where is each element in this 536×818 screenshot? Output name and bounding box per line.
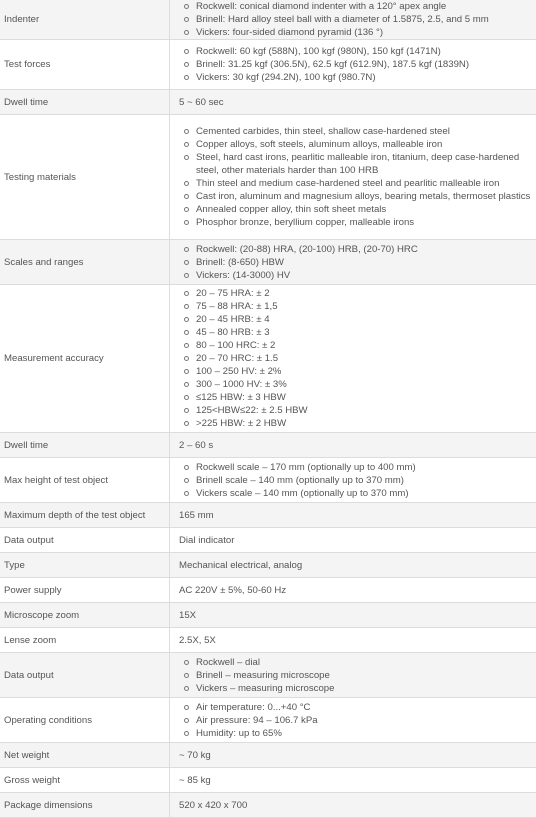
spec-value-cell	[170, 628, 536, 653]
spec-bullet-item: Vickers: four-sided diamond pyramid (136 °)	[196, 26, 532, 39]
spec-label: Test forces	[0, 40, 170, 90]
spec-bullet-list	[179, 0, 532, 39]
spec-row	[0, 40, 536, 90]
spec-row	[0, 240, 536, 285]
spec-value-cell	[170, 603, 536, 628]
spec-value-cell	[170, 528, 536, 553]
spec-bullet-item: 80 – 100 HRC: ± 2	[196, 339, 532, 352]
spec-row	[0, 528, 536, 553]
spec-bullet-item: Cast iron, aluminum and magnesium alloys, bearing metals, thermoset plastics	[196, 191, 531, 202]
spec-bullet-item: Vickers scale – 140 mm (optionally up to 370 mm)	[196, 487, 532, 500]
spec-bullet-item: Thin steel and medium case-hardened steel and pearlitic malleable iron	[196, 177, 532, 190]
spec-value-cell	[170, 433, 536, 458]
spec-bullet-item: Steel, hard cast irons, pearlitic malleable iron, titanium, deep case-hardened steel, other materials harder than 100 HRB	[196, 151, 532, 177]
spec-bullet-item: ≤125 HBW: ± 3 HBW	[196, 391, 532, 404]
spec-bullet-item: Vickers: 30 kgf (294.2N), 100 kgf (980.7N)	[196, 71, 532, 84]
spec-row	[0, 433, 536, 458]
spec-value: ~ 70 kg	[179, 749, 211, 761]
spec-value: ~ 85 kg	[179, 774, 211, 786]
spec-bullet-item: Rockwell: 60 kgf (588N), 100 kgf (980N), 150 kgf (1471N)	[196, 45, 532, 58]
spec-value-cell	[170, 285, 536, 433]
spec-label: Measurement accuracy	[0, 285, 170, 433]
spec-value: 2 – 60 s	[179, 439, 214, 451]
spec-value-cell	[170, 0, 536, 40]
spec-row	[0, 503, 536, 528]
spec-label: Net weight	[0, 743, 170, 768]
spec-bullet-item: Humidity: up to 65%	[196, 727, 532, 740]
spec-bullet-item: Rockwell scale – 170 mm (optionally up to 400 mm)	[196, 461, 532, 474]
spec-bullet-item: 20 – 45 HRB: ± 4	[196, 313, 532, 326]
spec-value-cell	[170, 743, 536, 768]
spec-bullet-item: Brinell: Hard alloy steel ball with a diameter of 1.5875, 2.5, and 5 mm	[196, 13, 532, 26]
spec-bullet-list	[179, 125, 532, 229]
spec-row	[0, 793, 536, 818]
spec-row	[0, 90, 536, 115]
spec-label: Gross weight	[0, 768, 170, 793]
spec-label: Maximum depth of the test object	[0, 503, 170, 528]
spec-bullet-item: Cemented carbides, thin steel, shallow case-hardened steel	[196, 125, 532, 138]
spec-value-cell	[170, 578, 536, 603]
spec-bullet-item: Air temperature: 0...+40 °C	[196, 701, 532, 714]
spec-value-cell	[170, 40, 536, 90]
spec-row	[0, 578, 536, 603]
spec-value: AC 220V ± 5%, 50-60 Hz	[179, 584, 287, 596]
spec-row	[0, 115, 536, 240]
spec-value: 5 ~ 60 sec	[179, 96, 224, 108]
spec-label: Data output	[0, 653, 170, 698]
spec-bullet-item: Rockwell – dial	[196, 656, 532, 669]
spec-bullet-item: Brinell – measuring microscope	[196, 669, 532, 682]
spec-bullet-item: 100 – 250 HV: ± 2%	[196, 365, 532, 378]
spec-bullet-item: Rockwell: conical diamond indenter with a 120° apex angle	[196, 0, 532, 13]
spec-bullet-item: Brinell: 31.25 kgf (306.5N), 62.5 kgf (612.9N), 187.5 kgf (1839N)	[196, 58, 532, 71]
spec-value-cell	[170, 793, 536, 818]
spec-row	[0, 698, 536, 743]
spec-row	[0, 628, 536, 653]
spec-label: Indenter	[0, 0, 170, 40]
spec-label: Testing materials	[0, 115, 170, 240]
spec-label: Dwell time	[0, 90, 170, 115]
spec-bullet-item: 45 – 80 HRB: ± 3	[196, 326, 532, 339]
spec-row	[0, 285, 536, 433]
spec-value-cell	[170, 553, 536, 578]
spec-bullet-item: >225 HBW: ± 2 HBW	[196, 417, 532, 430]
spec-label: Operating conditions	[0, 698, 170, 743]
spec-value-cell	[170, 90, 536, 115]
spec-bullet-item: Annealed copper alloy, thin soft sheet metals	[196, 203, 532, 216]
spec-bullet-list	[179, 45, 532, 84]
spec-value: Mechanical electrical, analog	[179, 559, 303, 571]
spec-row	[0, 653, 536, 698]
spec-value: Dial indicator	[179, 534, 235, 546]
spec-bullet-item: Air pressure: 94 – 106.7 kPa	[196, 714, 532, 727]
spec-value-cell	[170, 240, 536, 285]
spec-bullet-item: Vickers – measuring microscope	[196, 682, 532, 695]
spec-bullet-item: 20 – 70 HRC: ± 1.5	[196, 352, 532, 365]
spec-row	[0, 603, 536, 628]
spec-row	[0, 553, 536, 578]
spec-bullet-item: Copper alloys, soft steels, aluminum alloys, malleable iron	[196, 138, 532, 151]
spec-value-cell	[170, 768, 536, 793]
spec-bullet-item: 125<HBW≤22: ± 2.5 HBW	[196, 404, 532, 417]
spec-bullet-item: Rockwell: (20-88) HRA, (20-100) HRB, (20-70) HRC	[196, 243, 532, 256]
spec-value-cell	[170, 698, 536, 743]
spec-bullet-item: 20 – 75 HRA: ± 2	[196, 287, 532, 300]
spec-row	[0, 0, 536, 40]
spec-bullet-list	[179, 461, 532, 500]
spec-bullet-list	[179, 701, 532, 740]
spec-value-cell	[170, 653, 536, 698]
spec-bullet-item: 300 – 1000 HV: ± 3%	[196, 378, 532, 391]
spec-row	[0, 458, 536, 503]
spec-value-cell	[170, 458, 536, 503]
spec-label: Lense zoom	[0, 628, 170, 653]
spec-row	[0, 743, 536, 768]
spec-bullet-list	[179, 656, 532, 695]
spec-bullet-item: Vickers: (14-3000) HV	[196, 269, 532, 282]
spec-value: 520 x 420 x 700	[179, 799, 248, 811]
spec-label: Package dimensions	[0, 793, 170, 818]
spec-bullet-item: Brinell: (8-650) HBW	[196, 256, 532, 269]
spec-value-cell	[170, 115, 536, 240]
spec-label: Power supply	[0, 578, 170, 603]
spec-label: Microscope zoom	[0, 603, 170, 628]
spec-bullet-item: Phosphor bronze, beryllium copper, malleable irons	[196, 216, 532, 229]
spec-label: Max height of test object	[0, 458, 170, 503]
spec-bullet-item: 75 – 88 HRA: ± 1,5	[196, 300, 532, 313]
spec-row	[0, 768, 536, 793]
spec-bullet-list	[179, 243, 532, 282]
spec-bullet-list	[179, 287, 532, 430]
spec-label: Data output	[0, 528, 170, 553]
spec-label: Type	[0, 553, 170, 578]
spec-bullet-item: Brinell scale – 140 mm (optionally up to 370 mm)	[196, 474, 532, 487]
spec-label: Dwell time	[0, 433, 170, 458]
spec-value: 2.5X, 5X	[179, 634, 216, 646]
spec-value-cell	[170, 503, 536, 528]
spec-value: 15X	[179, 609, 197, 621]
spec-label: Scales and ranges	[0, 240, 170, 285]
spec-value: 165 mm	[179, 509, 214, 521]
